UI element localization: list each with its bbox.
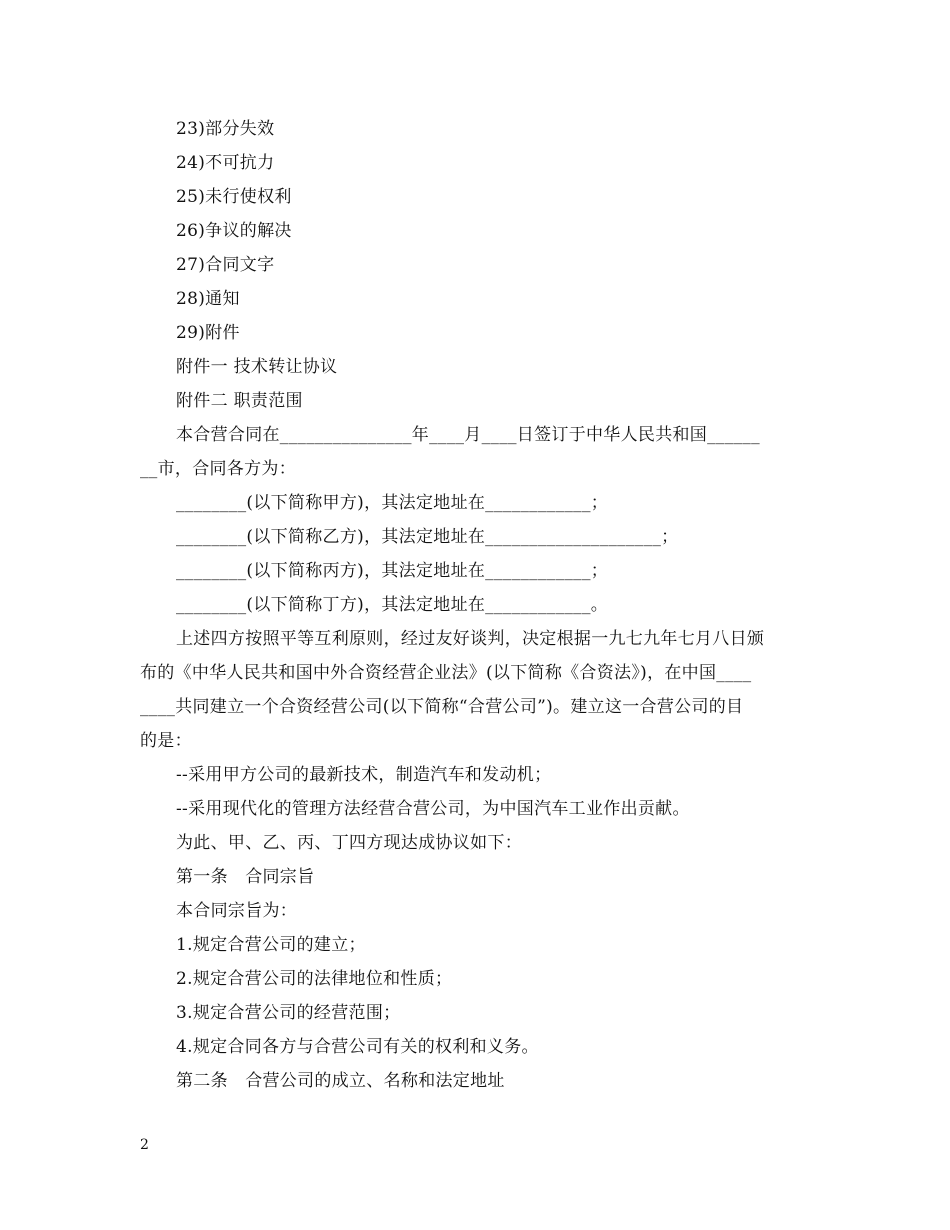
text-line: 上述四方按照平等互利原则，经过友好谈判，决定根据一九七九年七月八日颁 xyxy=(176,629,765,649)
text-line: 本合同宗旨为： xyxy=(176,901,298,921)
text-line: 第一条 合同宗旨 xyxy=(176,867,315,887)
text-line: --采用现代化的管理方法经营合营公司，为中国汽车工业作出贡献。 xyxy=(176,799,690,819)
text-line: 25)未行使权利 xyxy=(176,187,292,207)
page-number: 2 xyxy=(140,1137,149,1153)
text-line: 26)争议的解决 xyxy=(176,221,292,241)
text-line: 1.规定合营公司的建立； xyxy=(176,935,366,955)
text-line: 2.规定合营公司的法律地位和性质； xyxy=(176,969,453,989)
text-line: 布的《中华人民共和国中外合资经营企业法》(以下简称《合资法》)，在中国____ xyxy=(140,663,752,683)
text-line: 为此、甲、乙、丙、丁四方现达成协议如下： xyxy=(176,833,522,853)
text-line: 本合营合同在_______________年____月____日签订于中华人民共和国______ xyxy=(176,425,760,445)
text-line: 29)附件 xyxy=(176,323,240,343)
text-line: 23)部分失效 xyxy=(176,119,275,139)
text-line: __市，合同各方为： xyxy=(140,459,296,479)
text-line: 27)合同文字 xyxy=(176,255,275,275)
text-line: 附件一 技术转让协议 xyxy=(176,357,338,377)
text-line: 4.规定合同各方与合营公司有关的权利和义务。 xyxy=(176,1037,539,1057)
text-line: ____共同建立一个合资经营公司(以下简称“合营公司”)。建立这一合营公司的目 xyxy=(140,697,744,717)
document-body xyxy=(140,112,820,1098)
text-line: 的是： xyxy=(140,731,192,751)
text-line: ________(以下简称丁方)，其法定地址在____________。 xyxy=(176,595,609,615)
text-line: 24)不可抗力 xyxy=(176,153,275,173)
text-line: ________(以下简称乙方)，其法定地址在____________________； xyxy=(176,527,679,547)
text-line: ________(以下简称甲方)，其法定地址在____________； xyxy=(176,493,609,513)
text-line: 附件二 职责范围 xyxy=(176,391,303,411)
text-line: 第二条 合营公司的成立、名称和法定地址 xyxy=(176,1071,505,1091)
text-line: --采用甲方公司的最新技术，制造汽车和发动机； xyxy=(176,765,552,785)
text-line: 3.规定合营公司的经营范围； xyxy=(176,1003,401,1023)
text-line: 28)通知 xyxy=(176,289,240,309)
text-line: ________(以下简称丙方)，其法定地址在____________； xyxy=(176,561,609,581)
